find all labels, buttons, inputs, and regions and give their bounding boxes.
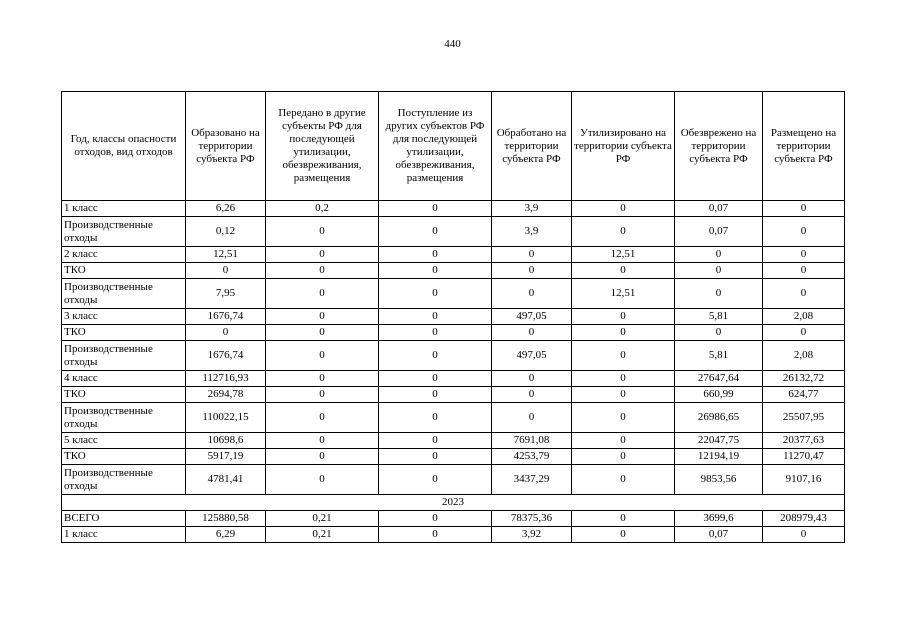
table-cell: 0 <box>266 309 379 325</box>
table-cell: 0 <box>186 263 266 279</box>
table-cell: 11270,47 <box>763 449 845 465</box>
table-cell: 10698,6 <box>186 433 266 449</box>
table-row <box>62 433 845 449</box>
table-cell: 0 <box>266 247 379 263</box>
row-label: ТКО <box>62 449 186 465</box>
table-cell: 0 <box>492 403 572 433</box>
table-cell: 0 <box>379 325 492 341</box>
page-number: 440 <box>444 38 461 50</box>
table-cell: 0 <box>675 263 763 279</box>
table-cell: 0 <box>572 527 675 543</box>
row-label: Производственные отходы <box>62 217 186 247</box>
row-label: ТКО <box>62 263 186 279</box>
table-row <box>62 325 845 341</box>
table-cell: 497,05 <box>492 309 572 325</box>
table-cell: 9107,16 <box>763 465 845 495</box>
table-cell: 22047,75 <box>675 433 763 449</box>
table-cell: 1676,74 <box>186 309 266 325</box>
table-cell: 0,07 <box>675 201 763 217</box>
table-cell: 5917,19 <box>186 449 266 465</box>
table-cell: 0 <box>675 279 763 309</box>
column-header: Размещено на территории субъекта РФ <box>763 92 845 201</box>
table-cell: 0 <box>763 263 845 279</box>
table-cell: 0 <box>763 247 845 263</box>
table-cell: 0 <box>572 403 675 433</box>
table-cell: 0,07 <box>675 217 763 247</box>
row-label: 1 класс <box>62 527 186 543</box>
column-header: Утилизировано на территории субъекта РФ <box>572 92 675 201</box>
table-cell: 9853,56 <box>675 465 763 495</box>
row-label: Производственные отходы <box>62 341 186 371</box>
table-cell: 3,9 <box>492 201 572 217</box>
table-cell: 7,95 <box>186 279 266 309</box>
column-header: Обработано на территории субъекта РФ <box>492 92 572 201</box>
table-cell: 0 <box>379 403 492 433</box>
table-cell: 0 <box>572 325 675 341</box>
row-label: Производственные отходы <box>62 279 186 309</box>
table-cell: 0,12 <box>186 217 266 247</box>
table-cell: 497,05 <box>492 341 572 371</box>
column-header: Поступление из других субъектов РФ для последующей утилизации, обезвреживания, размещения <box>379 92 492 201</box>
table-row <box>62 449 845 465</box>
table-cell: 6,26 <box>186 201 266 217</box>
table-cell: 0 <box>572 449 675 465</box>
table-row <box>62 511 845 527</box>
table-cell: 0 <box>266 433 379 449</box>
table-cell: 3,92 <box>492 527 572 543</box>
table-cell: 0 <box>379 263 492 279</box>
table-cell: 0 <box>266 279 379 309</box>
table-cell: 0 <box>379 217 492 247</box>
table-row <box>62 403 845 433</box>
table-cell: 2,08 <box>763 341 845 371</box>
table-cell: 0 <box>763 201 845 217</box>
header-row <box>62 92 845 201</box>
table-cell: 0,07 <box>675 527 763 543</box>
table-cell: 0 <box>763 527 845 543</box>
table-cell: 208979,43 <box>763 511 845 527</box>
row-label: 2 класс <box>62 247 186 263</box>
table-cell: 2694,78 <box>186 387 266 403</box>
table-row <box>62 465 845 495</box>
row-label: ВСЕГО <box>62 511 186 527</box>
table-cell: 5,81 <box>675 309 763 325</box>
table-cell: 12194,19 <box>675 449 763 465</box>
table-cell: 2,08 <box>763 309 845 325</box>
table-cell: 0 <box>492 371 572 387</box>
table-cell: 0 <box>379 371 492 387</box>
table-cell: 0 <box>266 449 379 465</box>
table-row <box>62 387 845 403</box>
table-cell: 0 <box>266 217 379 247</box>
table-cell: 25507,95 <box>763 403 845 433</box>
table-cell: 0 <box>266 465 379 495</box>
table-row <box>62 341 845 371</box>
table-cell: 0 <box>572 309 675 325</box>
table-cell: 0 <box>379 465 492 495</box>
table-cell: 0 <box>763 217 845 247</box>
table-cell: 0 <box>572 511 675 527</box>
table-body <box>62 201 845 543</box>
table-cell: 0 <box>572 263 675 279</box>
row-label: 5 класс <box>62 433 186 449</box>
table-cell: 0 <box>379 201 492 217</box>
table-row <box>62 279 845 309</box>
table-cell: 0 <box>266 325 379 341</box>
table-cell: 12,51 <box>186 247 266 263</box>
table-row <box>62 247 845 263</box>
table-header <box>62 92 845 201</box>
table-cell: 0 <box>492 387 572 403</box>
table-cell: 0 <box>266 263 379 279</box>
row-label: ТКО <box>62 325 186 341</box>
year-label: 2023 <box>62 495 845 511</box>
table-cell: 0 <box>186 325 266 341</box>
table-cell: 0 <box>492 247 572 263</box>
table-cell: 0,21 <box>266 511 379 527</box>
table-cell: 0 <box>572 217 675 247</box>
table-cell: 4253,79 <box>492 449 572 465</box>
table-cell: 0 <box>492 279 572 309</box>
table-cell: 12,51 <box>572 247 675 263</box>
row-label: 4 класс <box>62 371 186 387</box>
table-cell: 0 <box>675 247 763 263</box>
table-cell: 3437,29 <box>492 465 572 495</box>
table-cell: 110022,15 <box>186 403 266 433</box>
table-cell: 0 <box>572 465 675 495</box>
table-cell: 0 <box>379 279 492 309</box>
table-row <box>62 309 845 325</box>
year-row <box>62 495 845 511</box>
waste-table <box>61 91 845 543</box>
table-cell: 0 <box>266 341 379 371</box>
row-label: Производственные отходы <box>62 403 186 433</box>
table-cell: 0 <box>763 325 845 341</box>
table-cell: 112716,93 <box>186 371 266 387</box>
column-header: Обезврежено на территории субъекта РФ <box>675 92 763 201</box>
table-cell: 0 <box>572 201 675 217</box>
table-cell: 0 <box>572 371 675 387</box>
table-cell: 0 <box>266 387 379 403</box>
table-cell: 3699,6 <box>675 511 763 527</box>
table-cell: 0,21 <box>266 527 379 543</box>
table-cell: 0 <box>572 433 675 449</box>
row-label: 1 класс <box>62 201 186 217</box>
table-cell: 3,9 <box>492 217 572 247</box>
table-cell: 26132,72 <box>763 371 845 387</box>
table-cell: 0 <box>379 309 492 325</box>
table-cell: 0 <box>572 341 675 371</box>
table-cell: 0 <box>379 387 492 403</box>
table-cell: 660,99 <box>675 387 763 403</box>
row-label: 3 класс <box>62 309 186 325</box>
table-row <box>62 217 845 247</box>
table-cell: 0,2 <box>266 201 379 217</box>
table-cell: 0 <box>379 247 492 263</box>
table-cell: 20377,63 <box>763 433 845 449</box>
table-row <box>62 263 845 279</box>
table-cell: 7691,08 <box>492 433 572 449</box>
table-cell: 4781,41 <box>186 465 266 495</box>
table-cell: 125880,58 <box>186 511 266 527</box>
table-cell: 0 <box>266 403 379 433</box>
table-cell: 0 <box>266 371 379 387</box>
column-header: Образовано на территории субъекта РФ <box>186 92 266 201</box>
table-cell: 0 <box>379 511 492 527</box>
table-cell: 0 <box>379 433 492 449</box>
table-cell: 0 <box>763 279 845 309</box>
table-row <box>62 527 845 543</box>
column-header: Год, классы опасности отходов, вид отходов <box>62 92 186 201</box>
table-row <box>62 371 845 387</box>
table-cell: 12,51 <box>572 279 675 309</box>
row-label: ТКО <box>62 387 186 403</box>
table-cell: 0 <box>492 325 572 341</box>
table-cell: 27647,64 <box>675 371 763 387</box>
row-label: Производственные отходы <box>62 465 186 495</box>
table-cell: 5,81 <box>675 341 763 371</box>
table-cell: 624,77 <box>763 387 845 403</box>
table-cell: 0 <box>572 387 675 403</box>
table-cell: 78375,36 <box>492 511 572 527</box>
table-cell: 0 <box>675 325 763 341</box>
table-cell: 1676,74 <box>186 341 266 371</box>
table-cell: 0 <box>379 527 492 543</box>
table-cell: 0 <box>492 263 572 279</box>
table-cell: 26986,65 <box>675 403 763 433</box>
table-row <box>62 201 845 217</box>
table-cell: 6,29 <box>186 527 266 543</box>
table-cell: 0 <box>379 449 492 465</box>
table-cell: 0 <box>379 341 492 371</box>
column-header: Передано в другие субъекты РФ для последующей утилизации, обезвреживания, размещения <box>266 92 379 201</box>
